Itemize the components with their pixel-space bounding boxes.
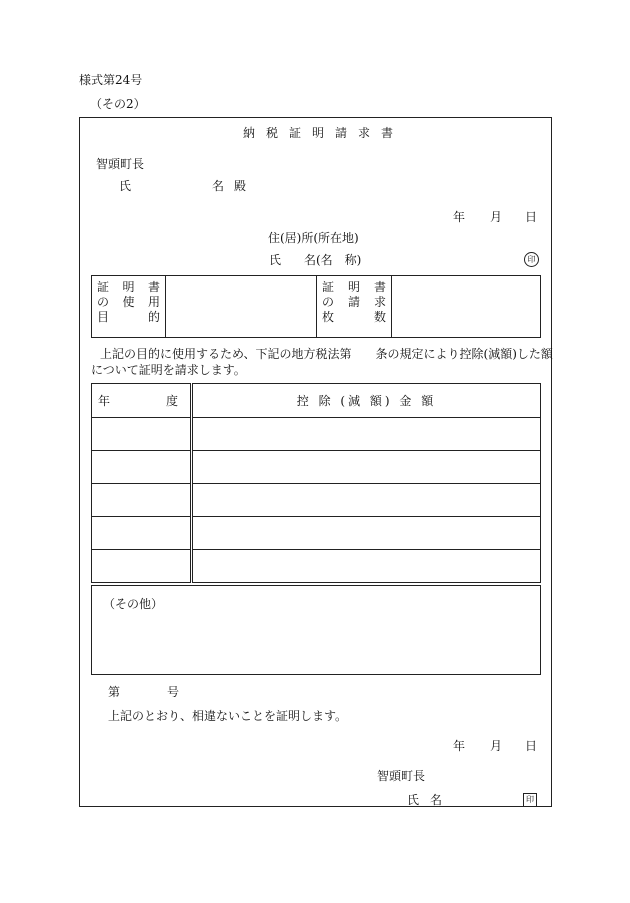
table-row	[92, 517, 541, 550]
table-row	[92, 550, 541, 583]
form-sub-number: （その2）	[90, 97, 146, 111]
certify-text: 上記のとおり、相違ないことを証明します。	[108, 709, 348, 723]
applicant-seal	[524, 251, 539, 267]
date-day: 日	[525, 210, 538, 224]
year-header: 年 度	[92, 384, 192, 418]
year-cell[interactable]	[92, 484, 192, 517]
table-row	[92, 484, 541, 517]
applicant-name-label-1: 氏	[269, 253, 282, 267]
amount-cell[interactable]	[192, 484, 541, 517]
date2-year: 年	[453, 739, 466, 753]
count-input-cell[interactable]	[392, 276, 541, 338]
form-title: 納税証明請求書	[243, 126, 405, 140]
date2-month: 月	[490, 739, 503, 753]
year-cell[interactable]	[92, 451, 192, 484]
addressee-name-label-1: 氏	[119, 179, 132, 193]
count-label: 証 明 書 の 請 求 枚 数	[322, 280, 386, 324]
issuer-name-1: 氏	[407, 793, 420, 807]
seal-mark: 印	[524, 252, 539, 267]
year-cell[interactable]	[92, 418, 192, 451]
amount-cell[interactable]	[192, 517, 541, 550]
issuer-seal	[523, 791, 537, 807]
tax-table-header	[92, 384, 541, 418]
table-row	[92, 418, 541, 451]
purpose-label-cell	[92, 276, 166, 338]
request-text-line2: について証明を請求します。	[91, 363, 246, 377]
count-label-cell	[317, 276, 392, 338]
addressee-honorific: 殿	[234, 179, 247, 193]
amount-cell[interactable]	[192, 418, 541, 451]
purpose-input-cell[interactable]	[166, 276, 317, 338]
year-cell[interactable]	[92, 517, 192, 550]
issuer-name-2: 名	[430, 793, 443, 807]
date2-day: 日	[525, 739, 538, 753]
amount-cell[interactable]	[192, 451, 541, 484]
purpose-label: 証 明 書 の 使 用 目 的	[97, 280, 160, 324]
applicant-address-label: 住(居)所(所在地)	[268, 231, 359, 245]
certificate-go: 号	[167, 685, 180, 699]
addressee-name-label-2: 名	[212, 179, 225, 193]
tax-table	[91, 383, 541, 583]
amount-cell[interactable]	[192, 550, 541, 583]
form-number: 様式第24号	[79, 73, 143, 87]
certificate-dai: 第	[108, 685, 121, 699]
purpose-table	[91, 275, 541, 338]
date-month: 月	[490, 210, 503, 224]
amount-header: 控 除 (減 額) 金 額	[192, 384, 541, 418]
addressee-mayor: 智頭町長	[96, 157, 145, 171]
square-seal-mark: 印	[523, 793, 537, 807]
applicant-name-label-2: 名(名 称)	[304, 253, 362, 267]
other-label: （その他）	[103, 597, 164, 611]
date-year: 年	[453, 210, 466, 224]
request-text-line1: 上記の目的に使用するため、下記の地方税法第 条の規定により控除(減額)した額	[100, 347, 553, 361]
table-row	[92, 451, 541, 484]
year-cell[interactable]	[92, 550, 192, 583]
issuer-mayor: 智頭町長	[377, 769, 426, 783]
